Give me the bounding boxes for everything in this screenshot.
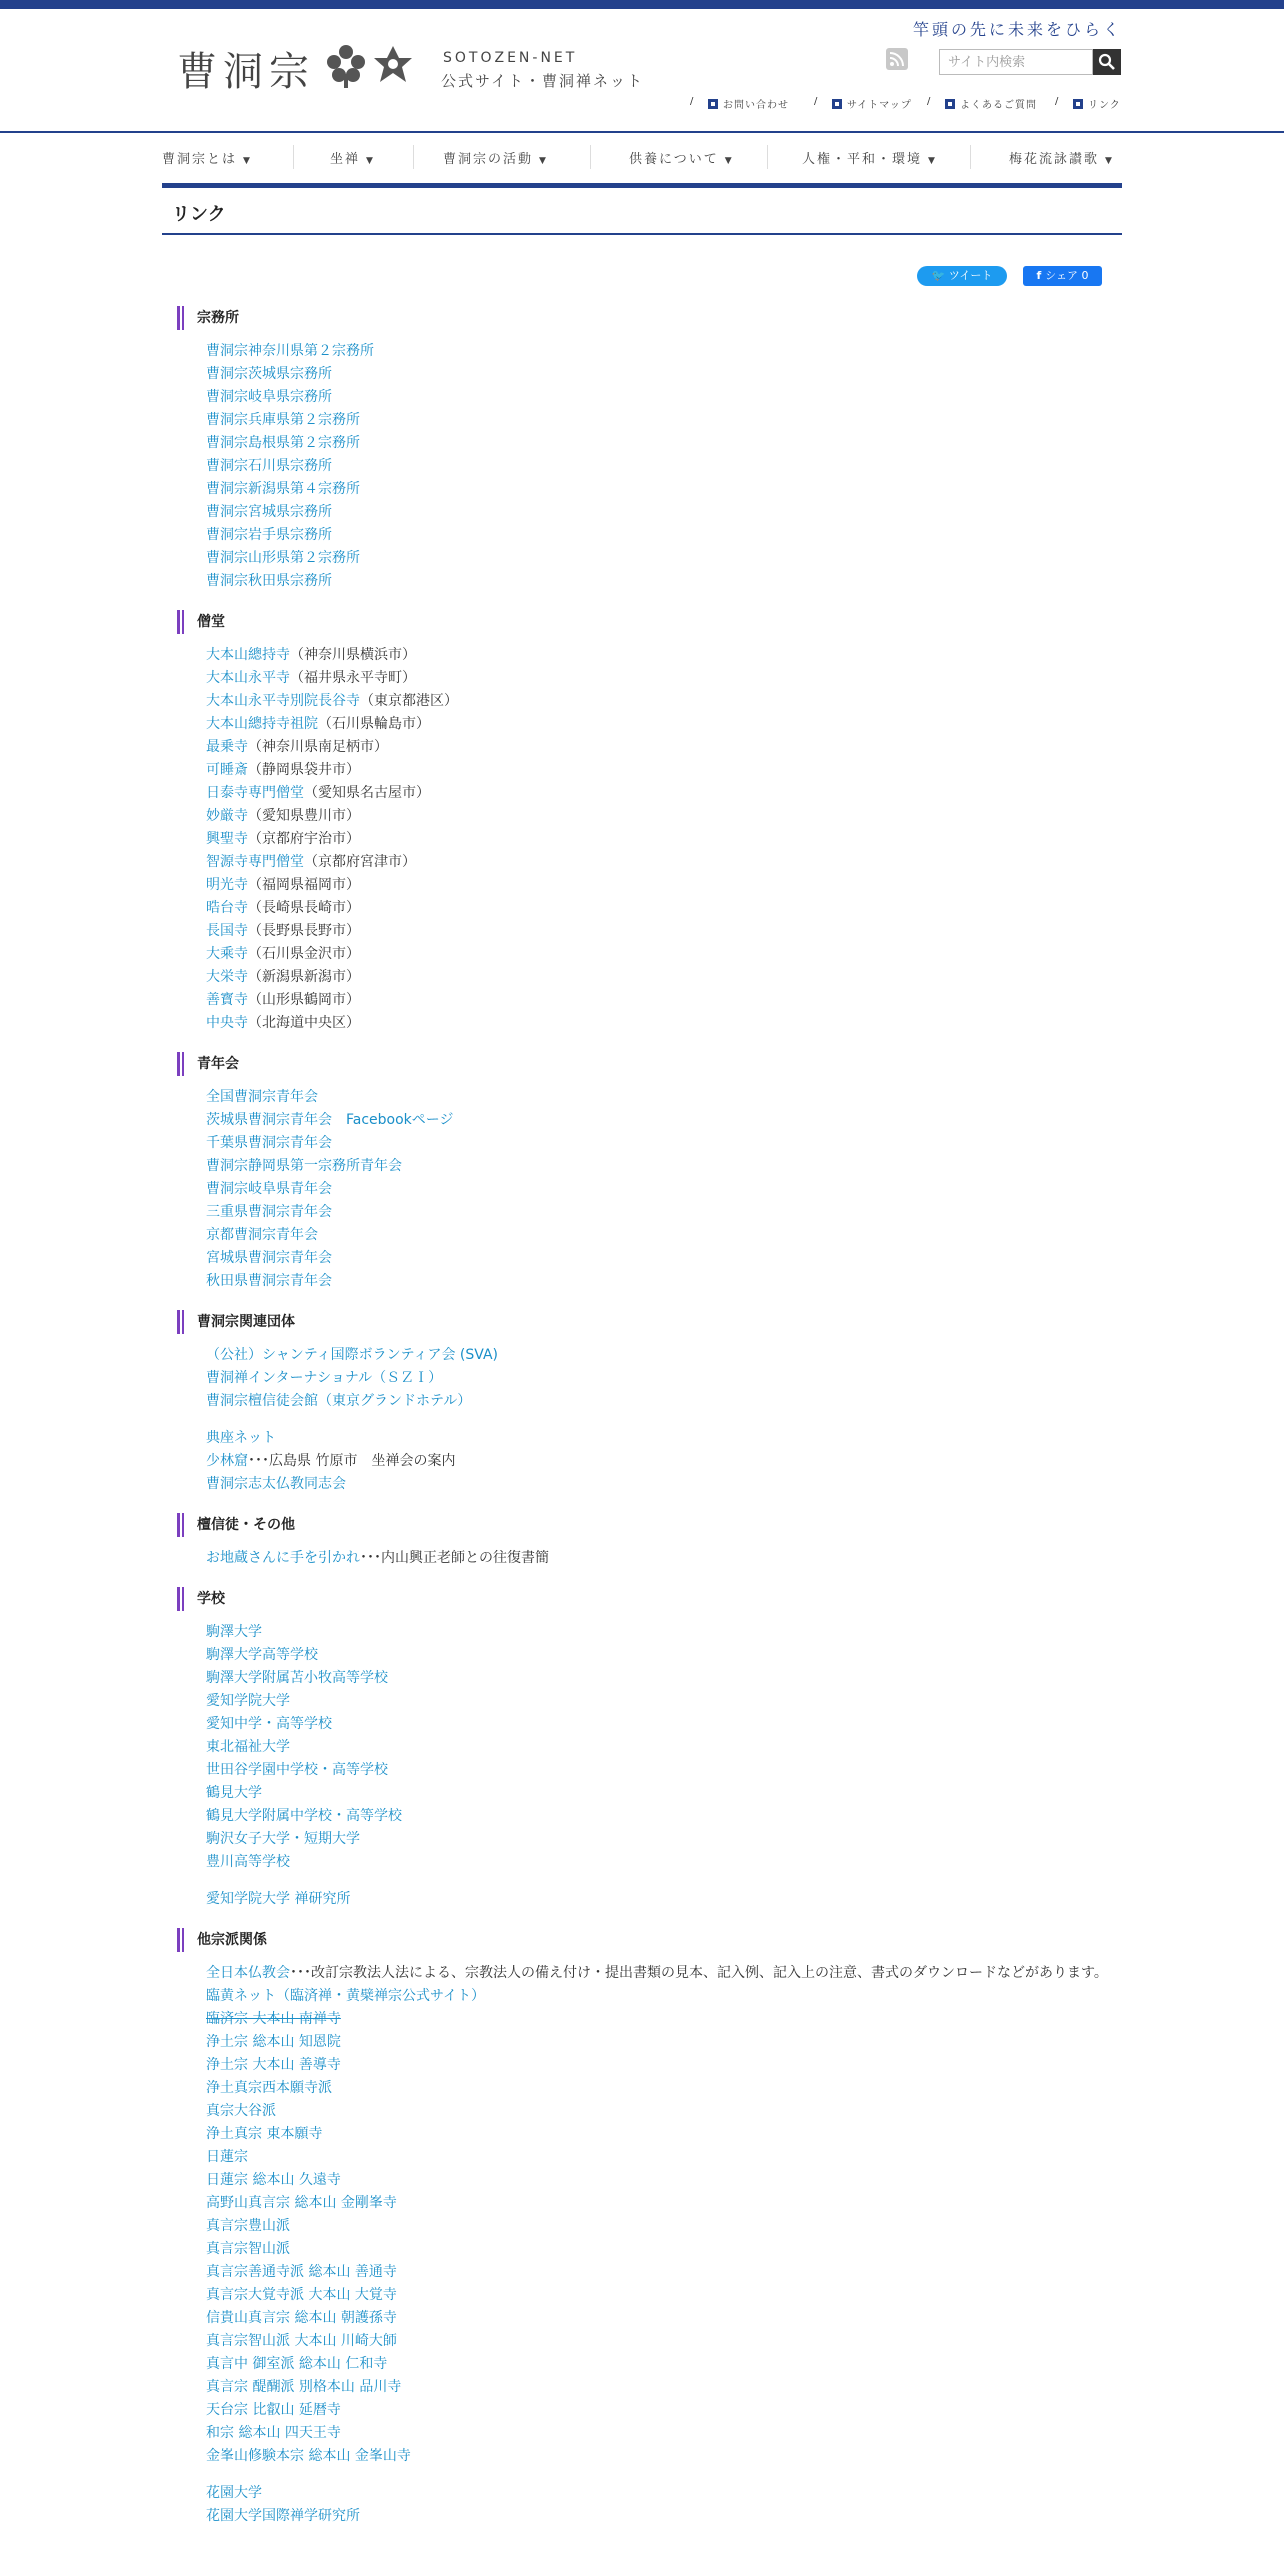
link[interactable]: 曹洞宗岩手県宗務所 (206, 527, 332, 543)
list-item (206, 1644, 1122, 1667)
link[interactable]: 明光寺 (206, 877, 248, 893)
section-heading: 僧堂 (177, 610, 1122, 634)
list-item (206, 1012, 1122, 1035)
list-item (206, 1367, 1122, 1390)
list-item (206, 897, 1122, 920)
list-item (206, 2146, 1122, 2169)
link[interactable]: 曹洞宗檀信徒会館（東京グランドホテル） (206, 1393, 472, 1409)
list-item (206, 2284, 1122, 2307)
list-item (206, 1247, 1122, 1270)
link[interactable]: 曹洞宗島根県第２宗務所 (206, 435, 360, 451)
section-heading: 曹洞宗関連団体 (177, 1310, 1122, 1334)
list-item (206, 455, 1122, 478)
link[interactable]: 曹洞宗静岡県第一宗務所青年会 (206, 1158, 402, 1174)
link-note: （北海道中央区） (248, 1015, 360, 1031)
link-note: （東京都港区） (360, 693, 458, 709)
list-item (206, 1450, 1122, 1473)
list-item (206, 432, 1122, 455)
list-item (206, 1782, 1122, 1805)
link[interactable]: 鶴見大学附属中学校・高等学校 (206, 1808, 402, 1824)
link-note: （静岡県袋井市） (248, 762, 360, 778)
link[interactable]: 晧台寺 (206, 900, 248, 916)
link[interactable]: 秋田県曹洞宗青年会 (206, 1273, 332, 1289)
list-item (206, 1851, 1122, 1874)
link[interactable]: 曹洞宗茨城県宗務所 (206, 366, 332, 382)
link[interactable]: 駒澤大学 (206, 1624, 262, 1640)
link[interactable]: 興聖寺 (206, 831, 248, 847)
link-list (177, 1621, 1122, 1874)
link[interactable]: 善寳寺 (206, 992, 248, 1008)
link[interactable]: 曹洞宗岐阜県青年会 (206, 1181, 332, 1197)
link-list (177, 1985, 1122, 2008)
link[interactable]: 宮城県曹洞宗青年会 (206, 1250, 332, 1266)
list-item (206, 2422, 1122, 2445)
link-list (177, 1888, 1122, 1911)
utility-link-links[interactable]: / リンク (1055, 96, 1121, 111)
link[interactable]: 曹洞宗新潟県第４宗務所 (206, 481, 360, 497)
list-item (206, 644, 1122, 667)
link[interactable]: 少林窟 (206, 1453, 248, 1469)
nav-item-memorial[interactable]: 供養について ▼ (629, 152, 734, 167)
list-item (206, 1201, 1122, 1224)
link[interactable]: 真言宗大覚寺派 大本山 大覚寺 (206, 2287, 397, 2303)
list-item (206, 1621, 1122, 1644)
list-item (206, 1155, 1122, 1178)
link[interactable]: 信貴山真言宗 総本山 朝護孫寺 (206, 2310, 397, 2326)
nav-item-about[interactable]: 曹洞宗とは ▼ (162, 152, 252, 167)
link-note: （京都府宇治市） (248, 831, 360, 847)
link[interactable]: 大栄寺 (206, 969, 248, 985)
list-item (206, 524, 1122, 547)
nav-item-zazen[interactable]: 坐禅 ▼ (330, 152, 375, 167)
link-note: （山形県鶴岡市） (248, 992, 360, 1008)
section-heading: 学校 (177, 1587, 1122, 1611)
search-button[interactable] (1093, 49, 1121, 75)
list-item (206, 1178, 1122, 1201)
list-item (206, 2031, 1122, 2054)
list-item (206, 340, 1122, 363)
link[interactable]: 智源寺専門僧堂 (206, 854, 304, 870)
list-item (206, 2261, 1122, 2284)
list-item (206, 2505, 1122, 2528)
list-item (206, 920, 1122, 943)
link-list (177, 1427, 1122, 1496)
link[interactable]: 全国曹洞宗青年会 (206, 1089, 318, 1105)
link[interactable]: 臨黄ネット（臨済禅・黄檗禅宗公式サイト） (206, 1988, 486, 2004)
site-logo-text[interactable]: 曹洞宗 (177, 49, 315, 95)
list-item (206, 874, 1122, 897)
link[interactable]: 曹洞宗石川県宗務所 (206, 458, 332, 474)
list-item (206, 1109, 1122, 1132)
list-item (206, 2192, 1122, 2215)
link[interactable]: 愛知中学・高等学校 (206, 1716, 332, 1732)
link[interactable]: 鶴見大学 (206, 1785, 262, 1801)
link[interactable]: 最乗寺 (206, 739, 248, 755)
list-item (206, 1985, 1122, 2008)
list-item (206, 1390, 1122, 1413)
link-note: （愛知県豊川市） (248, 808, 360, 824)
list-item (206, 805, 1122, 828)
square-bullet-icon (1073, 99, 1083, 109)
nav-item-human-rights[interactable]: 人権・平和・環境 ▼ (802, 152, 937, 167)
list-item (206, 1270, 1122, 1293)
caret-down-icon: ▼ (243, 156, 252, 166)
list-item (206, 1132, 1122, 1155)
list-item (206, 409, 1122, 432)
list-item (206, 2238, 1122, 2261)
tagline: 竿頭の先に未来をひらく (912, 20, 1122, 39)
link[interactable]: 浄土真宗 東本願寺 (206, 2126, 323, 2142)
link-note: （神奈川県横浜市） (290, 647, 416, 663)
list-item (206, 989, 1122, 1012)
link-note: （長崎県長崎市） (248, 900, 360, 916)
link-note: （石川県輪島市） (318, 716, 430, 732)
list-item (206, 713, 1122, 736)
search-input[interactable] (939, 49, 1093, 75)
list-item (206, 2307, 1122, 2330)
link[interactable]: 天台宗 比叡山 延暦寺 (206, 2402, 341, 2418)
link-note: （福岡県福岡市） (248, 877, 360, 893)
link-list (177, 2031, 1122, 2468)
link[interactable]: 曹洞宗兵庫県第２宗務所 (206, 412, 360, 428)
link-note: ･･･内山興正老師との往復書簡 (360, 1550, 549, 1566)
link[interactable]: 臨済宗 大本山 南禅寺 (206, 2011, 341, 2027)
search-icon (1098, 53, 1116, 71)
link-note: ･･･広島県 竹原市 坐禅会の案内 (248, 1453, 456, 1469)
list-item (206, 1962, 1122, 1985)
link[interactable]: 曹洞宗神奈川県第２宗務所 (206, 343, 374, 359)
link-note: （石川県金沢市） (248, 946, 360, 962)
link[interactable]: （公社）シャンティ国際ボランティア会 (SVA) (206, 1347, 498, 1363)
link[interactable]: お地蔵さんに手を引かれ (206, 1550, 360, 1566)
link[interactable]: 大乘寺 (206, 946, 248, 962)
link-note: ･･･改訂宗教法人法による、宗教法人の備え付け・提出書類の見本、記入例、記入上の注意、書式のダウンロードなどがあります。 (290, 1965, 1108, 1981)
link[interactable]: 駒澤大学附属苫小牧高等学校 (206, 1670, 388, 1686)
link[interactable]: 駒澤大学高等学校 (206, 1647, 318, 1663)
square-bullet-icon (945, 99, 955, 109)
link[interactable]: 曹洞宗宮城県宗務所 (206, 504, 332, 520)
crest-icon (372, 44, 414, 88)
nav-item-activities[interactable]: 曹洞宗の活動 ▼ (443, 152, 548, 167)
link[interactable]: 真言宗智山派 (206, 2241, 290, 2257)
link-list (177, 2482, 1122, 2528)
list-item (206, 2077, 1122, 2100)
list-item (206, 2054, 1122, 2077)
list-item (206, 759, 1122, 782)
link[interactable]: 真言宗 醍醐派 別格本山 品川寺 (206, 2379, 402, 2395)
link[interactable]: 典座ネット (206, 1430, 276, 1446)
link[interactable]: 曹洞宗岐阜県宗務所 (206, 389, 332, 405)
list-item (206, 1690, 1122, 1713)
link[interactable]: 花園大学国際禅学研究所 (206, 2508, 360, 2524)
link[interactable]: 曹洞宗秋田県宗務所 (206, 573, 332, 589)
link[interactable]: 曹洞宗志太仏教同志会 (206, 1476, 346, 1492)
list-item (206, 851, 1122, 874)
list-item (206, 966, 1122, 989)
link[interactable]: 妙厳寺 (206, 808, 248, 824)
link[interactable]: 真宗大谷派 (206, 2103, 276, 2119)
list-item (206, 828, 1122, 851)
list-item (206, 1828, 1122, 1851)
list-item (206, 2100, 1122, 2123)
link[interactable]: 世田谷学園中学校・高等学校 (206, 1762, 388, 1778)
link-note: （長野県長野市） (248, 923, 360, 939)
list-item (206, 547, 1122, 570)
list-item (206, 2215, 1122, 2238)
list-item (206, 736, 1122, 759)
list-item (206, 667, 1122, 690)
list-item (206, 478, 1122, 501)
link[interactable]: 日蓮宗 総本山 久遠寺 (206, 2172, 341, 2188)
main-nav (162, 133, 1122, 180)
list-item (206, 1427, 1122, 1450)
section-heading: 檀信徒・その他 (177, 1513, 1122, 1537)
section-heading: 青年会 (177, 1052, 1122, 1076)
utility-link-contact[interactable]: / お問い合わせ (690, 96, 789, 111)
link[interactable]: 浄土真宗西本願寺派 (206, 2080, 332, 2096)
link[interactable]: 可睡斎 (206, 762, 248, 778)
link[interactable]: 愛知学院大学 禅研究所 (206, 1891, 351, 1907)
utility-link-sitemap[interactable]: / サイトマップ (814, 96, 912, 111)
link[interactable]: 大本山總持寺祖院 (206, 716, 318, 732)
list-item (206, 363, 1122, 386)
link[interactable]: 大本山永平寺別院長谷寺 (206, 693, 360, 709)
title-underline (162, 233, 1122, 235)
square-bullet-icon (708, 99, 718, 109)
link[interactable]: 駒沢女子大学・短期大学 (206, 1831, 360, 1847)
bird-icon: 🐦 (931, 269, 949, 282)
link-list (177, 1086, 1122, 1293)
link[interactable]: 浄土宗 総本山 知恩院 (206, 2034, 341, 2050)
link[interactable]: 大本山總持寺 (206, 647, 290, 663)
title-bar (162, 183, 1122, 188)
link[interactable]: 真言宗智山派 大本山 川崎大師 (206, 2333, 397, 2349)
list-item (206, 690, 1122, 713)
link-note: （福井県永平寺町） (290, 670, 416, 686)
link[interactable]: 日泰寺専門僧堂 (206, 785, 304, 801)
link[interactable]: 浄土宗 大本山 善導寺 (206, 2057, 341, 2073)
link[interactable]: 真言宗善通寺派 総本山 善通寺 (206, 2264, 397, 2280)
link[interactable]: 茨城県曹洞宗青年会 Facebookページ (206, 1112, 454, 1128)
link-note: （京都府宮津市） (304, 854, 416, 870)
section-heading: 宗務所 (177, 306, 1122, 330)
list-item (206, 1224, 1122, 1247)
list-item (206, 501, 1122, 524)
rss-button[interactable] (886, 48, 908, 70)
link[interactable]: 和宗 総本山 四天王寺 (206, 2425, 341, 2441)
list-item (206, 782, 1122, 805)
link[interactable]: 東北福祉大学 (206, 1739, 290, 1755)
list-item (206, 2376, 1122, 2399)
link-list (177, 2008, 1122, 2031)
caret-down-icon: ▼ (724, 156, 734, 166)
link[interactable]: 大本山永平寺 (206, 670, 290, 686)
link-list (177, 1344, 1122, 1413)
list-item (206, 1547, 1122, 1570)
list-item (206, 943, 1122, 966)
section-heading: 他宗派関係 (177, 1928, 1122, 1952)
link[interactable]: 全日本仏教会 (206, 1965, 290, 1981)
top-brand-bar (0, 0, 1284, 9)
list-item (206, 2169, 1122, 2192)
link[interactable]: 愛知学院大学 (206, 1693, 290, 1709)
list-item (206, 1344, 1122, 1367)
link-list (177, 644, 1122, 1035)
list-item (206, 1759, 1122, 1782)
facebook-share-button[interactable]: f シェア 0 (1023, 266, 1102, 286)
list-item (206, 1713, 1122, 1736)
link-note: （愛知県名古屋市） (304, 785, 430, 801)
link-note: （神奈川県南足柄市） (248, 739, 388, 755)
link-note: （新潟県新潟市） (248, 969, 360, 985)
list-item (206, 1667, 1122, 1690)
crest-icon (325, 44, 367, 88)
list-item (206, 2445, 1122, 2468)
tweet-button[interactable]: 🐦 ツイート (917, 266, 1007, 286)
link[interactable]: 三重県曹洞宗青年会 (206, 1204, 332, 1220)
link[interactable]: 長国寺 (206, 923, 248, 939)
list-item (206, 2482, 1122, 2505)
list-item (206, 1736, 1122, 1759)
list-item (206, 2399, 1122, 2422)
link[interactable]: 花園大学 (206, 2485, 262, 2501)
square-bullet-icon (832, 99, 842, 109)
site-logo-en: SOTOZEN-NET (443, 50, 578, 66)
nav-item-baika[interactable]: 梅花流詠讃歌 ▼ (1009, 152, 1114, 167)
link[interactable]: 日蓮宗 (206, 2149, 248, 2165)
site-logo-subtitle: 公式サイト・曹洞禅ネット (441, 72, 644, 90)
link[interactable]: 千葉県曹洞宗青年会 (206, 1135, 332, 1151)
list-item (206, 2008, 1122, 2031)
link[interactable]: 真言宗豊山派 (206, 2218, 290, 2234)
link[interactable]: 中央寺 (206, 1015, 248, 1031)
link[interactable]: 豊川高等学校 (206, 1854, 290, 1870)
list-item (206, 1086, 1122, 1109)
caret-down-icon: ▼ (539, 156, 548, 166)
link-list (177, 1547, 1122, 1570)
caret-down-icon: ▼ (1105, 156, 1114, 166)
list-item (206, 570, 1122, 593)
list-item (206, 2123, 1122, 2146)
link[interactable]: 曹洞宗山形県第２宗務所 (206, 550, 360, 566)
list-item (206, 1888, 1122, 1911)
list-item (206, 2353, 1122, 2376)
caret-down-icon: ▼ (928, 156, 937, 166)
list-item (206, 1805, 1122, 1828)
link-list (177, 340, 1122, 593)
utility-link-faq[interactable]: / よくあるご質問 (927, 96, 1037, 111)
page-title: リンク (172, 204, 226, 225)
link-list (177, 1962, 1122, 1985)
link[interactable]: 金峯山修験本宗 総本山 金峯山寺 (206, 2448, 411, 2464)
link[interactable]: 曹洞禅インターナショナル（ＳＺＩ） (206, 1370, 443, 1386)
link[interactable]: 京都曹洞宗青年会 (206, 1227, 318, 1243)
link[interactable]: 真言中 御室派 総本山 仁和寺 (206, 2356, 388, 2372)
list-item (206, 2330, 1122, 2353)
rss-icon (889, 51, 905, 67)
link[interactable]: 高野山真言宗 総本山 金剛峯寺 (206, 2195, 397, 2211)
list-item (206, 1473, 1122, 1496)
links-content (177, 306, 1122, 2528)
caret-down-icon: ▼ (366, 156, 375, 166)
facebook-icon: f (1036, 269, 1046, 282)
list-item (206, 386, 1122, 409)
